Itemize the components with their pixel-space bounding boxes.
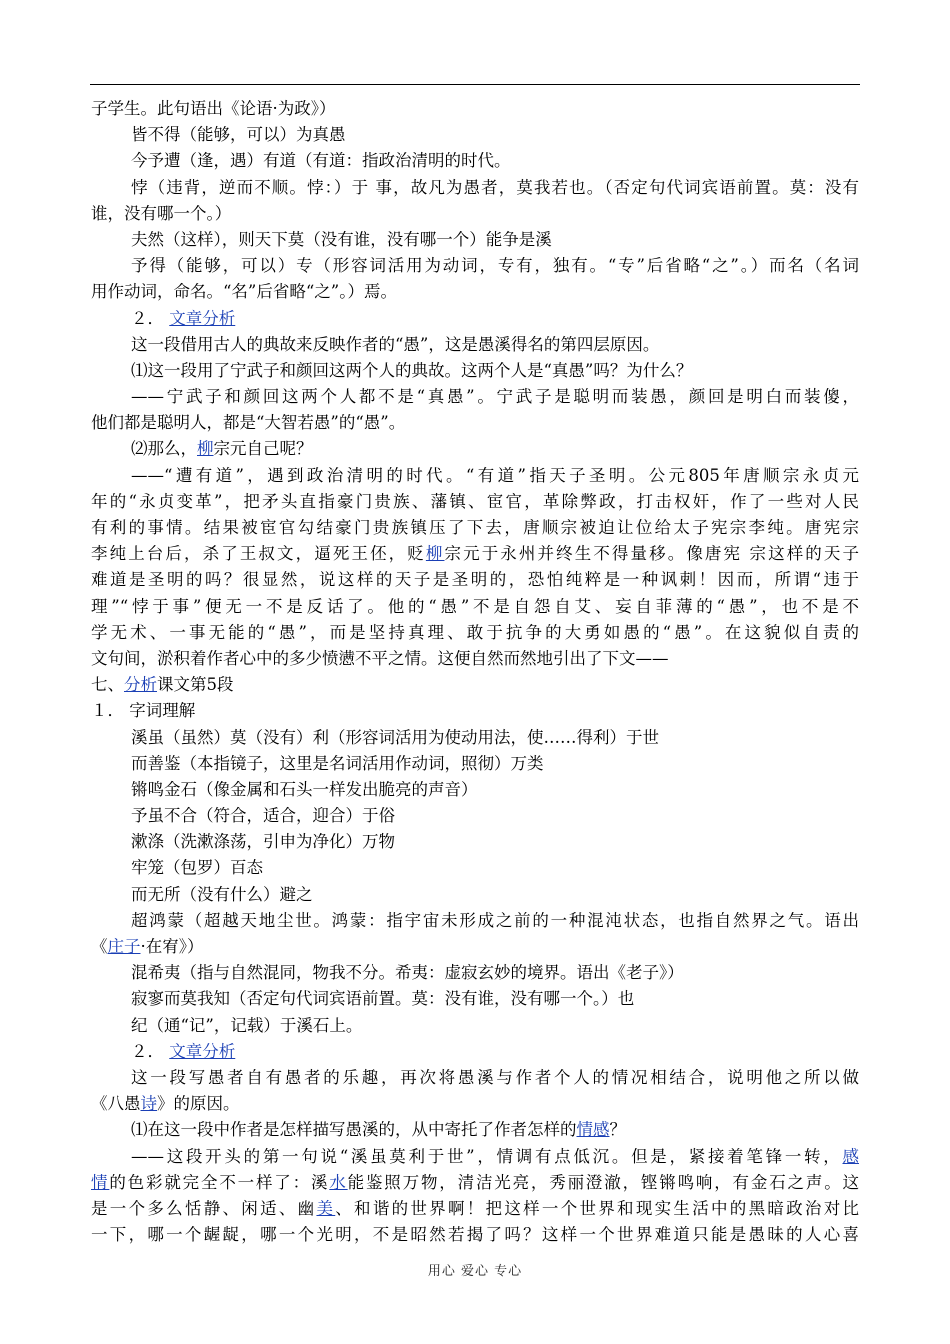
page-footer: 用心 爱心 专心 xyxy=(427,1264,523,1279)
text-line: 难道是圣明的吗？很显然，说这样的天子是圣明的，恐怕纯粹是一种讽刺！因而，所谓“违于 xyxy=(91,570,859,590)
section-heading: ２． 文章分析 xyxy=(131,308,236,328)
emotion-link[interactable]: 情感 xyxy=(576,1120,610,1140)
text-line: 一下，哪一个龌龊，哪一个光明，不是昭然若揭了吗？这样一个世界难道只能是愚昧的人心喜 xyxy=(91,1225,859,1245)
poem-link[interactable]: 诗 xyxy=(140,1094,157,1114)
text-line: ⑴在这一段中作者是怎样描写愚溪的，从中寄托了作者怎样的情感？ xyxy=(131,1120,626,1140)
liu-link[interactable]: 柳 xyxy=(197,439,214,459)
feeling-link-part1[interactable]: 感 xyxy=(842,1146,859,1166)
text-line: 予虽不合（符合，适合，迎合）于俗 xyxy=(131,806,395,826)
text-line: ——“遭有道”，遇到政治清明的时代。“有道”指天子圣明。公元805年唐顺宗永贞元 xyxy=(131,465,859,485)
subsection-heading: １． 字词理解 xyxy=(91,701,196,721)
text-line: 用作动词，命名。“名”后省略“之”。）焉。 xyxy=(91,282,397,302)
text-line: 情的色彩就完全不一样了：溪水能鉴照万物，清洁光亮，秀丽澄澈，铿锵鸣响，有金石之声。这 xyxy=(91,1172,860,1192)
text-line: 学无术、一事无能的“愚”，而是坚持真理、敢于抗争的大勇如愚的“愚”。在这貌似自责的 xyxy=(91,622,859,642)
text-line: 李纯上台后，杀了王叔文，逼死王伾，贬柳宗元于永州并终生不得量移。像唐宪 宗这样的天子 xyxy=(91,544,860,564)
text-line: 混希夷（指与自然混同，物我不分。希夷：虚寂玄妙的境界。语出《老子》） xyxy=(131,963,684,983)
text-line: ——这段开头的第一句说“溪虽莫利于世”，情调有点低沉。但是，紧接着笔锋一转，感 xyxy=(131,1146,859,1166)
section-heading: ２． 文章分析 xyxy=(131,1041,236,1061)
text-line: 他们都是聪明人，都是“大智若愚”的“愚”。 xyxy=(91,413,406,433)
text-line: 这一段借用古人的典故来反映作者的“愚”，这是愚溪得名的第四层原因。 xyxy=(131,334,660,354)
text-line: 寂寥而莫我知（否定句代词宾语前置。莫：没有谁，没有哪一个。）也 xyxy=(131,989,635,1009)
text-line: 锵鸣金石（像金属和石头一样发出脆亮的声音） xyxy=(131,779,478,799)
analysis-link[interactable]: 分析 xyxy=(124,675,157,695)
text-line: 而善鉴（本指镜子，这里是名词活用作动词，照彻）万类 xyxy=(131,753,544,773)
text-line: 予得（能够，可以）专（形容词活用为动词，专有，独有。“专”后省略“之”。）而名（名词 xyxy=(131,256,859,276)
text-line: 悖（违背，逆而不顺。悖：）于 事，故凡为愚者，莫我若也。（否定句代词宾语前置。莫：没有 xyxy=(131,177,859,197)
text-line: 子学生。此句语出《论语·为政》） xyxy=(91,99,336,118)
text-line: 这一段写愚者自有愚者的乐趣，再次将愚溪与作者个人的情况相结合，说明他之所以做 xyxy=(131,1067,859,1087)
text-line: 溪虽（虽然）莫（没有）利（形容词活用为使动用法，使……得利）于世 xyxy=(131,727,659,747)
water-link[interactable]: 水 xyxy=(329,1172,348,1192)
text-line: 是一个多么恬静、闲适、幽美、和谐的世界啊！把这样一个世界和现实生活中的黑暗政治对比 xyxy=(91,1198,860,1218)
text-line: 牢笼（包罗）百态 xyxy=(131,858,263,878)
text-line: 《庄子·在宥》） xyxy=(91,937,204,956)
liu-link[interactable]: 柳 xyxy=(425,544,445,564)
section-heading: 七、分析课文第5段 xyxy=(91,675,234,695)
document-body xyxy=(91,96,859,1248)
text-line: 有利的事情。结果被宦官勾结豪门贵族镇压了下去，唐顺宗被迫让位给太子宪宗李纯。唐宪宗 xyxy=(91,518,859,537)
text-line: 纪（通“记”，记载）于溪石上。 xyxy=(131,1015,363,1035)
text-line: 而无所（没有什么）避之 xyxy=(131,884,313,904)
text-line: 《八愚诗》的原因。 xyxy=(91,1094,240,1114)
article-analysis-link[interactable]: 文章分析 xyxy=(169,308,236,328)
text-line: 皆不得（能够，可以）为真愚 xyxy=(131,125,346,145)
header-rule xyxy=(90,84,860,85)
article-analysis-link[interactable]: 文章分析 xyxy=(169,1041,236,1061)
text-line: 文句间，淤积着作者心中的多少愤懑不平之情。这便自然而然地引出了下文—— xyxy=(91,648,669,668)
beauty-link[interactable]: 美 xyxy=(316,1198,336,1218)
zhuangzi-link[interactable]: 庄子 xyxy=(107,937,141,956)
feeling-link-part2[interactable]: 情 xyxy=(91,1172,110,1192)
text-line: 年的“永贞变革”，把矛头直指豪门贵族、藩镇、宦官，革除弊政，打击权奸，作了一些对人民 xyxy=(91,491,859,511)
text-line: ——宁武子和颜回这两个人都不是“真愚”。宁武子是聪明而装愚，颜回是明白而装傻， xyxy=(131,387,859,407)
text-line: 漱涤（洗漱涤荡，引申为净化）万物 xyxy=(131,832,395,852)
text-line: 超鸿蒙（超越天地尘世。鸿蒙：指宇宙未形成之前的一种混沌状态，也指自然界之气。语出 xyxy=(131,910,859,930)
text-line: 理”“悖于事”便无一不是反话了。他的“愚”不是自怨自艾、妄自菲薄的“愚”，也不是不 xyxy=(91,596,859,616)
text-line: 今予遭（逢，遇）有道（有道：指政治清明的时代。 xyxy=(131,151,511,171)
text-line: 夫然（这样），则天下莫（没有谁，没有哪一个）能争是溪 xyxy=(131,229,552,249)
text-line: 谁，没有哪一个。） xyxy=(91,203,232,223)
text-line: ⑴这一段用了宁武子和颜回这两个人的典故。这两个人是“真愚”吗？为什么？ xyxy=(131,360,693,380)
text-line: ⑵那么，柳宗元自己呢？ xyxy=(131,439,313,459)
